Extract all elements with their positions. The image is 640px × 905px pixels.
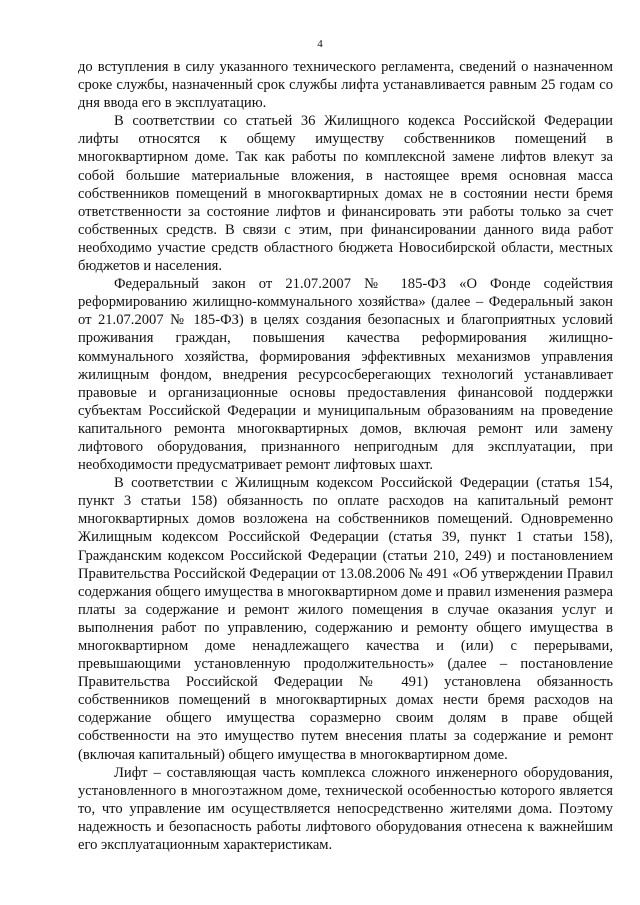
page-number: 4	[317, 38, 323, 50]
body-text	[78, 58, 613, 854]
paragraph-1: до вступления в силу указанного технического регламента, сведений о назначенном сроке службы, назначенный срок службы лифта устанавливается равным 25 годам со дня ввода его в эксплуатацию.	[78, 59, 613, 112]
paragraph-5: Лифт – составляющая часть комплекса сложного инженерного оборудования, установленного в многоэтажном доме, технической особенностью которого является то, что управление им осуществляется непосредственно жителями дома. Поэтому надежность и безопасность работы лифтового оборудования отнесена к важнейшим его эксплуатационным характеристикам.	[78, 764, 613, 854]
paragraph-3: Федеральный закон от 21.07.2007 № 185-ФЗ «О Фонде содействия реформированию жилищно-коммунального хозяйства» (далее – Федеральный закон от 21.07.2007 № 185-ФЗ) в целях создания безопасных и благоприятных условий проживания граждан, повышения качества реформирования жилищно-коммунального хозяйства, формирования эффективных механизмов управления жилищным фондом, внедрения ресурсосберегающих технологий устанавливает правовые и организационные основы предоставления финансовой поддержки субъектам Российской Федерации и муниципальным образованиям на проведение капитального ремонта многоквартирных домов, включая ремонт или замену лифтового оборудования, признанного непригодным для эксплуатации, при необходимости предусматривает ремонт лифтовых шахт.	[78, 276, 613, 474]
paragraph-2: В соответствии со статьей 36 Жилищного кодекса Российской Федерации лифты относятся к общему имуществу собственников помещений в многоквартирном доме. Так как работы по комплексной замене лифтов влекут за собой большие материальные вложения, в настоящее время основная масса собственников помещений в многоквартирных домах не в состоянии нести бремя ответственности за состояние лифтов и финансировать эти работы только за счет собственных средств. В связи с этим, при финансировании данного вида работ необходимо участие средств областного бюджета Новосибирской области, местных бюджетов и населения.	[78, 113, 613, 275]
paragraph-4: В соответствии с Жилищным кодексом Российской Федерации (статья 154, пункт 3 статьи 158) обязанность по оплате расходов на капитальный ремонт многоквартирных домов возложена на собственников помещений. Одновременно Жилищным кодексом Российской Федерации (статья 39, пункт 1 статьи 158), Гражданским кодексом Российской Федерации (статьи 210, 249) и постановлением Правительства Российской Федерации от 13.08.2006 № 491 «Об утверждении Правил содержания общего имущества в многоквартирном доме и правил изменения размера платы за содержание и ремонт жилого помещения в случае оказания услуг и выполнения работ по управлению, содержанию и ремонту общего имущества в многоквартирном доме ненадлежащего качества и (или) с перерывами, превышающими установленную продолжительность» (далее – постановление Правительства Российской Федерации № 491) установлена обязанность собственников помещений в многоквартирных домах нести бремя расходов на содержание общего имущества соразмерно своим долям в праве общей собственности на это имущество путем внесения платы за содержание и ремонт (включая капитальный) общего имущества в многоквартирном доме.	[78, 475, 613, 763]
